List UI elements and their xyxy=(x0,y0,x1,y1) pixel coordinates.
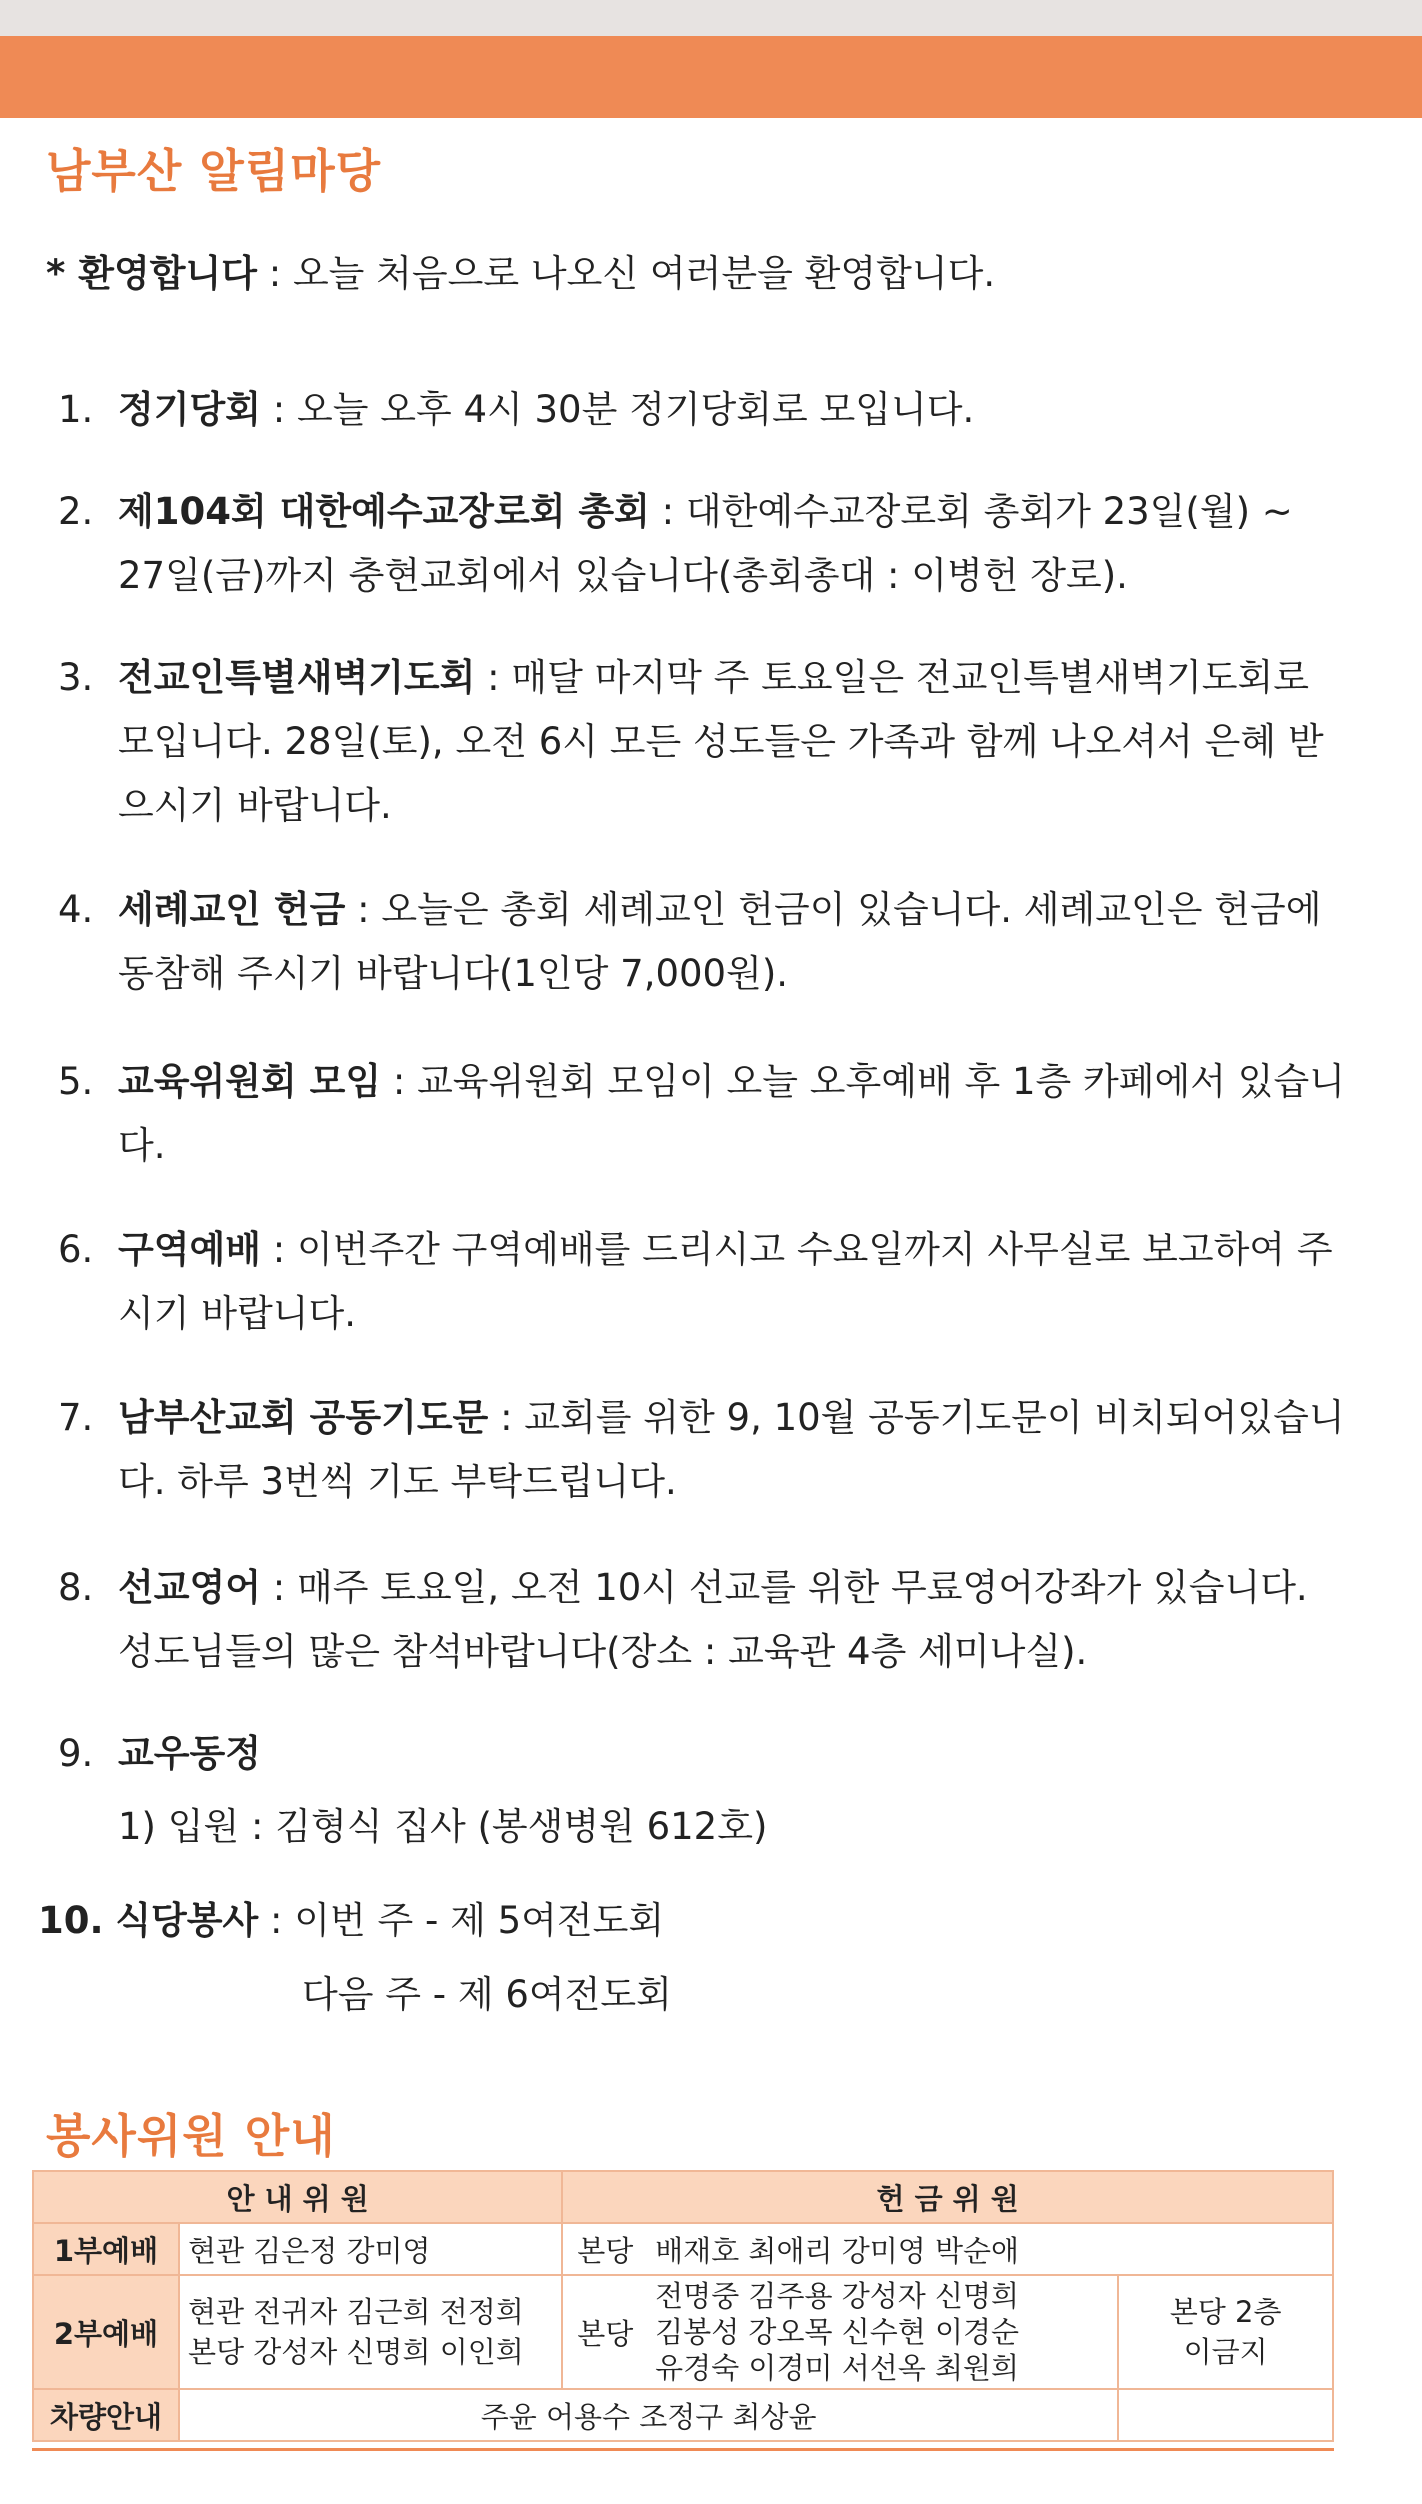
item-number: 8. xyxy=(58,1566,94,1609)
item-text: : 매달 마지막 주 토요일은 전교인특별새벽기도회로 모입니다. 28일(토), 오전 6시 모든 성도들은 가족과 함께 나오셔서 은혜 받으시기 바랍니다. xyxy=(118,656,1324,827)
welcome-line xyxy=(46,252,995,296)
notice-item-10 xyxy=(38,1890,664,1944)
item-number: 10. xyxy=(38,1899,104,1942)
guide-line: 현관 전귀자 김근희 전정희 xyxy=(187,2295,524,2329)
table-bottom-line xyxy=(32,2448,1334,2451)
volunteers-table xyxy=(32,2170,1334,2442)
item-title: 남부산교회 공동기도문 xyxy=(118,1396,489,1439)
notice-item-8 xyxy=(58,1556,1348,1684)
extra-cell xyxy=(1118,2275,1333,2389)
guide-header: 안 내 위 원 xyxy=(33,2171,562,2223)
item-number: 3. xyxy=(58,656,94,699)
item-text: : 오늘 오후 4시 30분 정기당회로 모입니다. xyxy=(260,388,975,431)
item-text: : 매주 토요일, 오전 10시 선교를 위한 무료영어강좌가 있습니다. 성도님들의 많은 참석바랍니다(장소 : 교육관 4층 세미나실). xyxy=(118,1566,1308,1673)
row-label: 2부예배 xyxy=(33,2275,179,2389)
volunteers-title: 봉사위원 안내 xyxy=(46,2109,336,2163)
welcome-text: : 오늘 처음으로 나오신 여러분을 환영합니다. xyxy=(256,252,996,295)
item-title: 선교영어 xyxy=(118,1566,261,1609)
item-number: 7. xyxy=(58,1396,94,1439)
welcome-label: * 환영합니다 xyxy=(46,252,257,295)
notices-title: 남부산 알림마당 xyxy=(46,144,382,198)
guide-cell: 현관 김은정 강미영 xyxy=(179,2223,562,2275)
notice-item-4 xyxy=(58,878,1348,1006)
table-row xyxy=(33,2389,1333,2441)
extra-line: 이금지 xyxy=(1183,2335,1268,2369)
item-text: : 교회를 위한 9, 10월 공동기도문이 비치되어있습니다. 하루 3번씩 기도 부탁드립니다. xyxy=(118,1396,1345,1503)
table-row xyxy=(33,2275,1333,2389)
notice-item-5 xyxy=(58,1050,1348,1178)
item-number: 1. xyxy=(58,388,94,431)
item-10-line2: 다음 주 - 제 6여전도회 xyxy=(302,1973,672,2016)
item-title: 교육위원회 모임 xyxy=(118,1060,382,1103)
notice-item-2 xyxy=(58,480,1348,608)
item-title: 정기당회 xyxy=(118,388,261,431)
notice-item-6 xyxy=(58,1218,1348,1346)
offering-line: 전명중 김주용 강성자 신명희 xyxy=(655,2279,1019,2313)
notice-item-1 xyxy=(58,378,1348,442)
row-label: 1부예배 xyxy=(33,2223,179,2275)
item-text: : 교육위원회 모임이 오늘 오후예배 후 1층 카페에서 있습니다. xyxy=(118,1060,1346,1167)
offering-place: 본당 xyxy=(562,2275,647,2389)
item-title: 구역예배 xyxy=(118,1228,261,1271)
item-text: : 오늘은 총회 세례교인 헌금이 있습니다. 세례교인은 헌금에 동참해 주시기 바랍니다(1인당 7,000원). xyxy=(118,888,1322,995)
guide-line: 본당 강성자 신명희 이인희 xyxy=(187,2335,524,2369)
vehicle-names: 주윤 어용수 조정구 최상윤 xyxy=(179,2389,1118,2441)
top-border xyxy=(0,0,1422,36)
offering-place: 본당 xyxy=(562,2223,647,2275)
item-9-sub: 1) 입원 : 김형식 집사 (봉생병원 612호) xyxy=(118,1805,768,1848)
notice-item-9 xyxy=(58,1722,1348,1786)
header-band xyxy=(0,36,1422,118)
item-title: 세례교인 헌금 xyxy=(118,888,346,931)
offering-line: 유경숙 이경미 서선옥 최원희 xyxy=(655,2351,1019,2385)
item-title: 교우동정 xyxy=(118,1732,261,1775)
item-title: 식당봉사 xyxy=(115,1899,259,1942)
empty-cell xyxy=(1118,2389,1333,2441)
item-number: 6. xyxy=(58,1228,94,1271)
guide-cell xyxy=(179,2275,562,2389)
item-number: 4. xyxy=(58,888,94,931)
offering-line: 김봉성 강오목 신수현 이경순 xyxy=(655,2315,1019,2349)
offering-names xyxy=(647,2275,1118,2389)
table-row xyxy=(33,2223,1333,2275)
extra-line: 본당 2층 xyxy=(1169,2295,1282,2329)
row-label: 차량안내 xyxy=(33,2389,179,2441)
offering-names: 배재호 최애리 강미영 박순애 xyxy=(647,2223,1333,2275)
offering-header: 헌 금 위 원 xyxy=(562,2171,1333,2223)
notice-item-7 xyxy=(58,1386,1348,1514)
item-title: 전교인특별새벽기도회 xyxy=(118,656,476,699)
item-title: 제104회 대한예수교장로회 총회 xyxy=(118,490,650,533)
item-number: 2. xyxy=(58,490,94,533)
notice-item-3 xyxy=(58,646,1348,838)
item-number: 5. xyxy=(58,1060,94,1103)
table-header-row xyxy=(33,2171,1333,2223)
item-text: : 이번 주 - 제 5여전도회 xyxy=(258,1899,665,1942)
item-text: : 대한예수교장로회 총회가 23일(월) ~ 27일(금)까지 충현교회에서 있습니다(총회총대 : 이병헌 장로). xyxy=(118,490,1293,597)
item-text: : 이번주간 구역예배를 드리시고 수요일까지 사무실로 보고하여 주시기 바랍니다. xyxy=(118,1228,1333,1335)
item-number: 9. xyxy=(58,1732,94,1775)
